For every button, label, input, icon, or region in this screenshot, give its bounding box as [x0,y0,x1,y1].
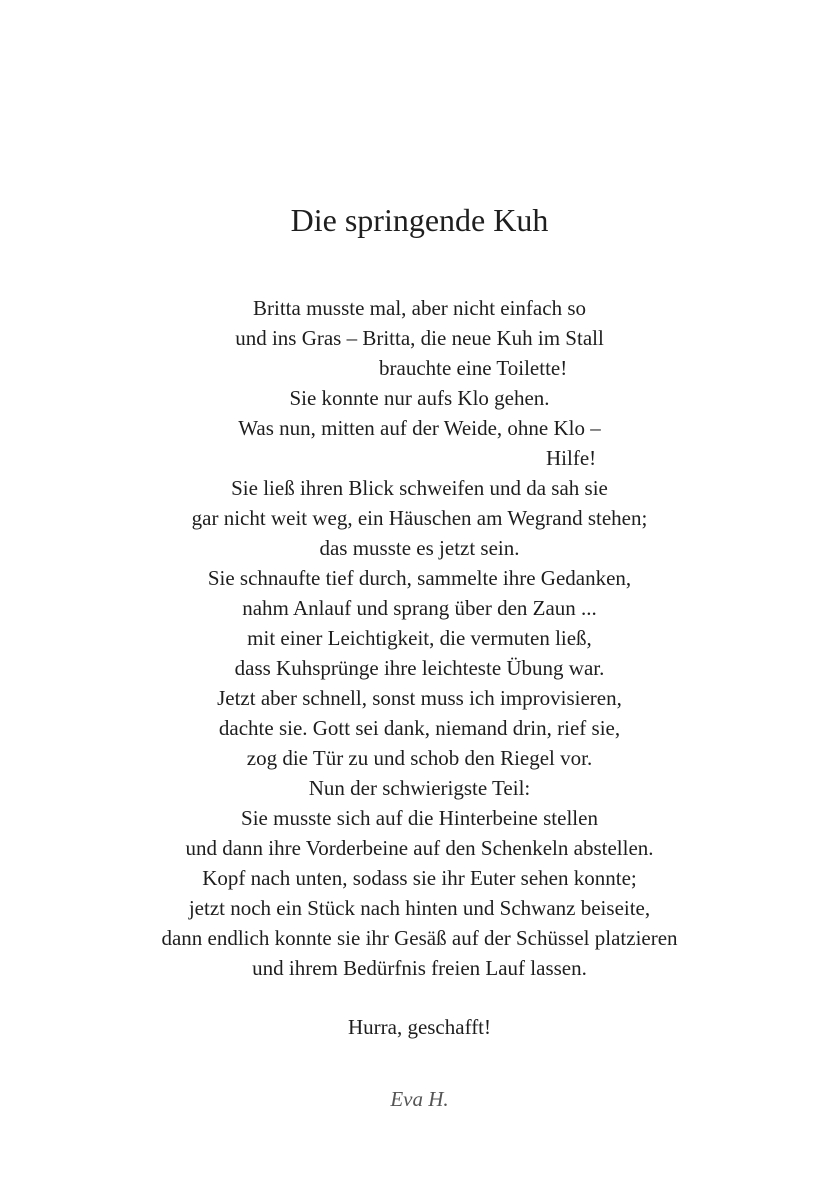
poem-title: Die springende Kuh [290,202,549,238]
poem-line: Was nun, mitten auf der Weide, ohne Klo – [238,416,601,440]
poem-line: Sie musste sich auf die Hinterbeine stellen [241,806,598,830]
poem-body [0,293,839,983]
poem-line: zog die Tür zu und schob den Riegel vor. [246,746,593,770]
poem-line: Kopf nach unten, sodass sie ihr Euter sehen konnte; [202,866,637,890]
poem-line: brauchte eine Toilette! [379,356,568,380]
poem-line: Jetzt aber schnell, sonst muss ich improvisieren, [217,686,622,710]
poem-line: und dann ihre Vorderbeine auf den Schenkeln abstellen. [185,836,654,860]
poem-line: mit einer Leichtigkeit, die vermuten ließ, [247,626,592,650]
poem-closing-line: Hurra, geschafft! [347,1015,492,1039]
poem-line: dann endlich konnte sie ihr Gesäß auf der Schüssel platzieren [161,926,678,950]
poem-author: Eva H. [390,1087,449,1111]
poem-line: Hilfe! [546,446,597,470]
poem-line: Sie schnaufte tief durch, sammelte ihre Gedanken, [207,566,632,590]
poem-line: und ins Gras – Britta, die neue Kuh im Stall [235,326,604,350]
poem-line: das musste es jetzt sein. [319,536,520,560]
poem-line: dass Kuhsprünge ihre leichteste Übung war. [234,656,605,680]
poem-line: Sie ließ ihren Blick schweifen und da sah sie [231,476,608,500]
poem-line: gar nicht weit weg, ein Häuschen am Wegrand stehen; [191,506,648,530]
poem-line: dachte sie. Gott sei dank, niemand drin, rief sie, [218,716,621,740]
poem-line: Sie konnte nur aufs Klo gehen. [289,386,550,410]
poem-line: Nun der schwierigste Teil: [308,776,531,800]
poem-line: nahm Anlauf und sprang über den Zaun ... [242,596,597,620]
poem-line: jetzt noch ein Stück nach hinten und Schwanz beiseite, [188,896,651,920]
poem-line: Britta musste mal, aber nicht einfach so [253,296,586,320]
poem-line: und ihrem Bedürfnis freien Lauf lassen. [252,956,587,980]
